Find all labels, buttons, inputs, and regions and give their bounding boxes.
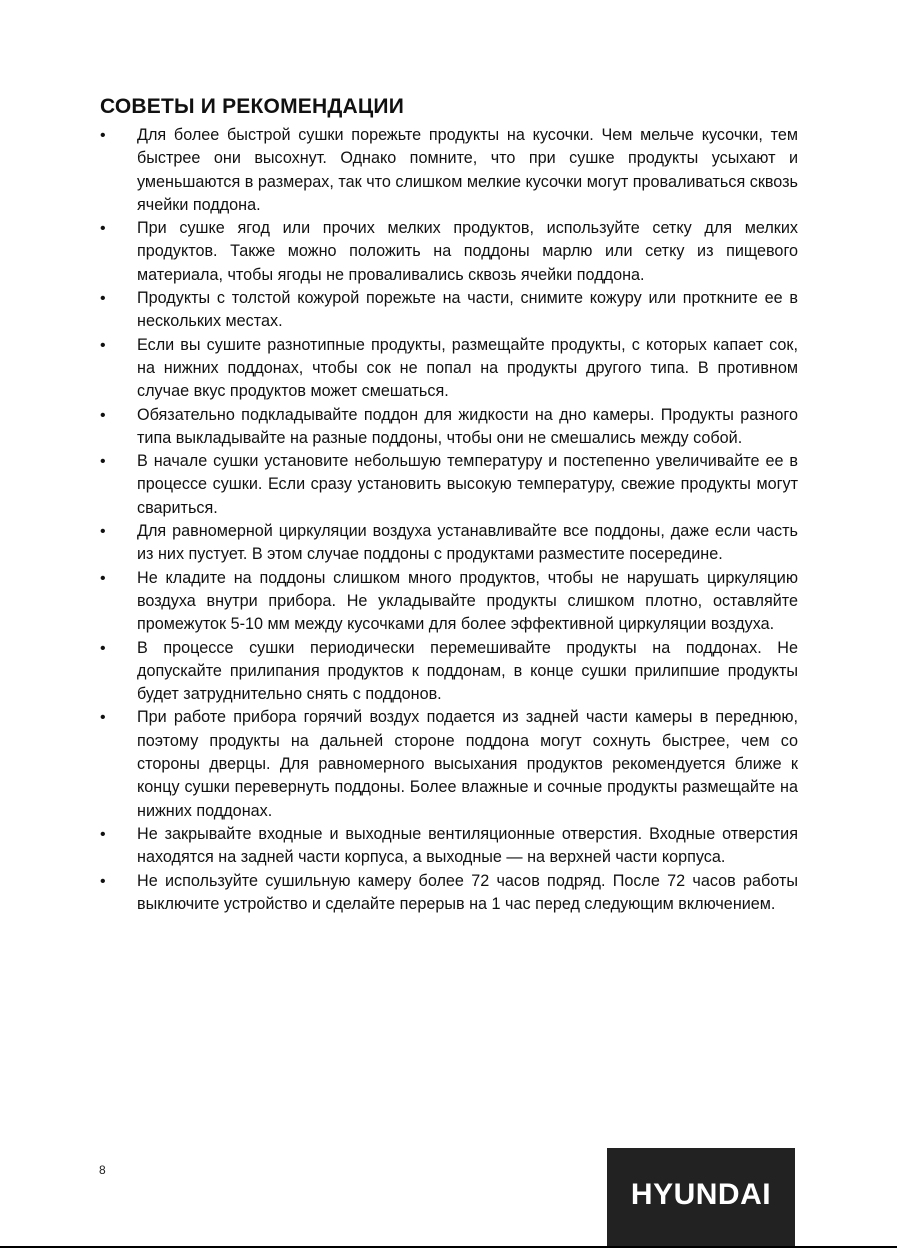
bullet-icon: • [100, 825, 106, 843]
bullet-icon: • [100, 523, 106, 541]
tip-item [100, 706, 798, 822]
bullet-icon: • [100, 639, 106, 657]
bullet-icon: • [100, 336, 106, 354]
tip-text: При сушке ягод или прочих мелких продуктов, используйте сетку для мелких продуктов. Также можно положить на поддоны марлю или сетку из пищевого материала, чтобы ягоды не проваливались сквозь ячейки поддона. [137, 219, 798, 284]
tip-item [100, 450, 798, 520]
bullet-icon: • [100, 453, 106, 471]
tip-item [100, 823, 798, 870]
tip-text: Не используйте сушильную камеру более 72 часов подряд. После 72 часов работы выключите устройство и сделайте перерыв на 1 час перед следующим включением. [137, 871, 798, 913]
tip-item [100, 124, 798, 217]
tip-text: Не закрывайте входные и выходные вентиляционные отверстия. Входные отверстия находятся на задней части корпуса, а выходные — на верхней части корпуса. [137, 824, 798, 867]
tips-list [100, 124, 798, 916]
bullet-icon: • [100, 127, 106, 144]
tip-item [100, 217, 798, 287]
tip-text: Не кладите на поддоны слишком много продуктов, чтобы не нарушать циркуляцию воздуха внутри прибора. Не укладывайте продукты слишком плотно, оставляйте промежуток 5-10 мм между кусочками для более эффективной циркуляции воздуха. [137, 568, 798, 634]
tip-text: Продукты с толстой кожурой порежьте на части, снимите кожуру или проткните ее в нескольких местах. [137, 289, 798, 331]
bullet-icon: • [100, 569, 106, 587]
bullet-icon: • [100, 872, 106, 890]
tip-text: В процессе сушки периодически перемешивайте продукты на поддонах. Не допускайте прилипания продуктов к поддонам, в конце сушки прилипшие продукты будет затруднительно снять с поддонов. [137, 638, 798, 704]
tip-item [100, 567, 798, 637]
tip-text: Обязательно подкладывайте поддон для жидкости на дно камеры. Продукты разного типа выкладывайте на разные поддоны, чтобы они не смешались между собой. [137, 405, 798, 447]
tip-text: Для более быстрой сушки порежьте продукты на кусочки. Чем мельче кусочки, тем быстрее они высохнут. Однако помните, что при сушке продукты усыхают и уменьшаются в размерах, так что слишком мелкие кусочки могут проваливаться сквозь ячейки поддона. [137, 126, 798, 214]
tip-item [100, 520, 798, 567]
tip-text: В начале сушки установите небольшую температуру и постепенно увеличивайте ее в процессе сушки. Если сразу установить высокую температуру, свежие продукты могут свариться. [137, 452, 798, 517]
tip-text: Если вы сушите разнотипные продукты, размещайте продукты, с которых капает сок, на нижних поддонах, чтобы сок не попал на продукты другого типа. В противном случае вкус продуктов может смешаться. [137, 335, 798, 401]
tip-text: При работе прибора горячий воздух подается из задней части камеры в переднюю, поэтому продукты на дальней стороне поддона могут сохнуть быстрее, чем со стороны дверцы. Для равномерного высыхания продуктов рекомендуется ближе к концу сушки перевернуть поддоны. Более влажные и сочные продукты размещайте на нижних поддонах. [137, 708, 798, 820]
tip-text: Для равномерной циркуляции воздуха устанавливайте все поддоны, даже если часть из них пустует. В этом случае поддоны с продуктами разместите посередине. [137, 522, 798, 564]
tip-item [100, 870, 798, 917]
bullet-icon: • [100, 290, 106, 308]
tip-item [100, 287, 798, 334]
brand-logo-block [607, 1148, 795, 1248]
brand-logo-text: HYUNDAI [630, 1178, 772, 1211]
page-content [100, 94, 798, 916]
bullet-icon: • [100, 406, 106, 424]
page-title: СОВЕТЫ И РЕКОМЕНДАЦИИ [100, 95, 404, 118]
page-number: 8 [99, 1163, 106, 1177]
tip-item [100, 637, 798, 707]
bullet-icon: • [100, 220, 106, 238]
bullet-icon: • [100, 709, 106, 727]
tip-item [100, 404, 798, 451]
tip-item [100, 334, 798, 404]
